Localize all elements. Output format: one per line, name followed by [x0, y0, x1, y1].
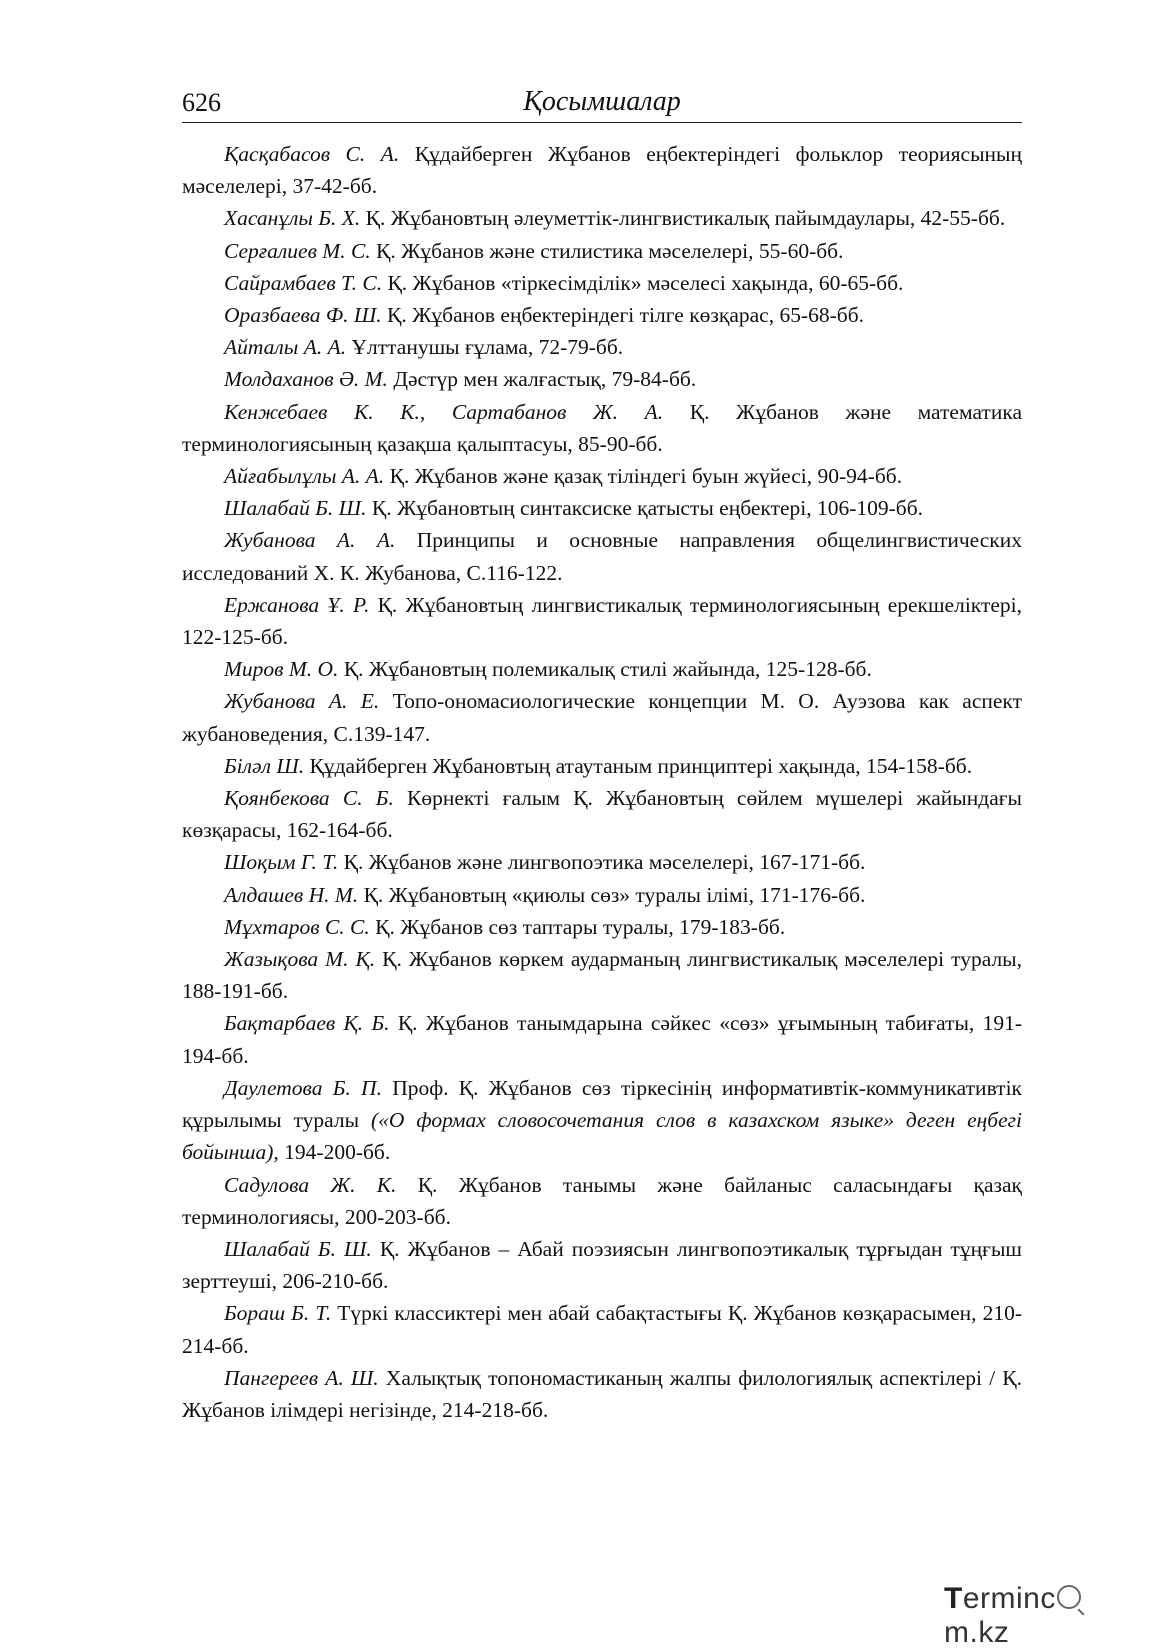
bibliography-entry	[182, 685, 1022, 749]
bibliography-entry	[182, 1007, 1022, 1071]
entry-text: Қ. Жұбановтың полемикалық стилі жайында, 125-128-бб.	[338, 657, 872, 682]
entry-text: Қ. Жұбанов «тіркесімділік» мәселесі хақында, 60-65-бб.	[382, 270, 904, 295]
entry-text: Проф. Қ. Жұбанов сөз тіркесінің информативтік-коммуникативтік құрылымы туралы	[182, 1075, 1022, 1133]
bibliography-entry	[182, 331, 1022, 363]
bibliography-entry	[182, 846, 1022, 878]
entry-tail: , 194-200-бб.	[273, 1140, 391, 1165]
entry-author: Айталы А. А.	[224, 335, 347, 360]
entry-text: Қ. Жұбанов және математика терминологиясының қазақша қалыптасуы, 85-90-бб.	[182, 399, 1022, 456]
entry-text: Қ. Жұбанов танымы және байланыс саласындағы қазақ терминологиясы, 200-203-бб.	[182, 1172, 1022, 1229]
entry-text: Түркі классиктері мен абай сабақтастығы Қ. Жұбанов көзқарасымен, 210-214-бб.	[182, 1301, 1022, 1358]
entry-text: Қ. Жұбанов сөз таптары туралы, 179-183-бб.	[369, 914, 786, 939]
entry-author: Миров М. О.	[224, 657, 339, 682]
entry-text: Көрнекті ғалым Қ. Жұбановтың сөйлем мүшелері жайындағы көзқарасы, 162-164-бб.	[182, 786, 1022, 843]
bibliography-entry	[182, 202, 1022, 234]
watermark-text-2: c	[1040, 1582, 1056, 1615]
watermark-text-3: m.kz	[944, 1616, 1010, 1649]
bibliography-entry	[182, 460, 1022, 492]
bibliography-entry	[182, 299, 1022, 331]
termincom-watermark	[944, 1582, 1144, 1649]
bibliography-entry	[182, 653, 1022, 685]
entry-author: Мұхтаров С. С.	[224, 914, 370, 939]
entry-text: Принципы и основные направления общелингвистических исследований Х. К. Жубанова, С.116-122.	[182, 528, 1022, 585]
entry-author: Ержанова Ұ. Р.	[224, 592, 370, 617]
bibliography-entry	[182, 589, 1022, 653]
bibliography-entry	[182, 396, 1022, 460]
entry-author: Кенжебаев К. К., Сартабанов Ж. А.	[224, 399, 664, 424]
entry-text: Қ. Жұбанов – Абай поэзиясын лингвопоэтикалық тұрғыдан тұңғыш зерттеуші, 206-210-бб.	[182, 1236, 1022, 1294]
entry-text: Қ. Жұбановтың лингвистикалық терминологиясының ерекшеліктері, 122-125-бб.	[182, 592, 1022, 650]
entry-text: Қ. Жұбанов көркем аударманың лингвистикалық мәселелері туралы, 188-191-бб.	[182, 947, 1022, 1004]
bibliography-entry	[182, 267, 1022, 299]
entry-text: Қ. Жұбанов танымдарына сәйкес «сөз» ұғымының табиғаты, 191-194-бб.	[182, 1011, 1023, 1068]
entry-author: Сайрамбаев Т. С.	[224, 270, 383, 295]
entry-text: Қ. Жұбанов және лингвопоэтика мәселелері, 167-171-бб.	[338, 850, 866, 875]
entry-author: Шоқым Г. Т.	[224, 850, 339, 875]
bibliography-entry	[182, 911, 1022, 943]
entry-text: Құдайберген Жұбанов еңбектеріндегі фольклор теориясының мәселелері, 37-42-бб.	[182, 142, 1022, 199]
entry-author: Оразбаева Ф. Ш.	[224, 303, 382, 328]
entry-author: Қоянбекова С. Б.	[224, 786, 394, 811]
entry-author: Пангереев А. Ш.	[224, 1365, 379, 1390]
entry-text: Топо-ономасиологические концепции М. О. Ауэзова как аспект жубановедения, С.139-147.	[182, 689, 1022, 746]
entry-author: Біләл Ш.	[224, 753, 305, 778]
entry-author: Айғабылұлы А. А.	[224, 464, 385, 489]
entry-text: Құдайберген Жұбановтың атаутаным принциптері хақында, 154-158-бб.	[304, 753, 973, 778]
entry-text: Қ. Жұбановтың синтаксиске қатысты еңбектері, 106-109-бб.	[366, 496, 924, 521]
running-title: Қосымшалар	[523, 86, 681, 117]
bibliography-entry	[182, 879, 1022, 911]
bibliography-entry	[182, 524, 1022, 588]
bibliography-entry	[182, 138, 1022, 202]
magnifier-icon	[1057, 1585, 1081, 1609]
entry-author: Даулетова Б. П.	[224, 1075, 382, 1100]
entry-author: Жубанова А. Е.	[224, 689, 380, 714]
bibliography-entry	[182, 1233, 1022, 1297]
entry-author: Молдаханов Ә. М.	[224, 367, 388, 392]
entry-text: Қ. Жұбановтың «қиюлы сөз» туралы ілімі, 171-176-бб.	[358, 882, 866, 907]
entry-text: Қ. Жұбанов және қазақ тіліндегі буын жүйесі, 90-94-бб.	[384, 464, 903, 489]
entry-author: Қасқабасов С. А.	[224, 142, 400, 166]
bibliography-entry	[182, 1297, 1022, 1361]
bibliography-entry	[182, 782, 1022, 846]
header-rule	[182, 122, 1022, 123]
bibliography-entry	[182, 492, 1022, 524]
entry-author: Жубанова А. А.	[224, 528, 396, 553]
entry-author: Хасанұлы Б. Х.	[224, 206, 361, 231]
entry-author: Жазықова М. Қ.	[224, 947, 376, 972]
entry-author: Шалабай Б. Ш.	[224, 496, 367, 521]
entry-author: Шалабай Б. Ш.	[224, 1236, 372, 1261]
entry-author: Бораш Б. Т.	[224, 1301, 332, 1326]
entry-text: Дәстүр мен жалғастық, 79-84-бб.	[387, 367, 697, 392]
entry-text: Қ. Жұбанов еңбектеріндегі тілге көзқарас, 65-68-бб.	[381, 303, 865, 328]
entry-author: Садулова Ж. К.	[224, 1172, 397, 1197]
watermark-initial: T	[944, 1582, 963, 1615]
entry-author: Алдашев Н. М.	[224, 882, 359, 907]
bibliography-entry	[182, 943, 1022, 1007]
bibliography-entry	[182, 1072, 1022, 1169]
bibliography-entry	[182, 750, 1022, 782]
bibliography-entry	[182, 235, 1022, 267]
bibliography-entry	[182, 1169, 1022, 1233]
bibliography-entry	[182, 1362, 1022, 1426]
entry-text: Қ. Жұбанов және стилистика мәселелері, 55-60-бб.	[370, 238, 844, 263]
bibliography-list	[182, 138, 1022, 1426]
entry-text: Ұлттанушы ғұлама, 72-79-бб.	[346, 335, 624, 360]
entry-italic-note: («О формах словосочетания слов в казахском языке» деген еңбегі бойынша)	[182, 1108, 1022, 1165]
page-header	[182, 84, 1022, 122]
entry-author: Бақтарбаев Қ. Б.	[224, 1011, 390, 1036]
entry-author: Серғалиев М. С.	[224, 238, 371, 263]
bibliography-entry	[182, 363, 1022, 395]
entry-text: Қ. Жұбановтың әлеуметтік-лингвистикалық пайымдаулары, 42-55-бб.	[360, 206, 1006, 231]
watermark-text-1: ermin	[962, 1582, 1041, 1615]
page-number: 626	[182, 88, 221, 117]
entry-text: Халықтық топономастиканың жалпы филологиялық аспектілері / Қ. Жұбанов ілімдері негізінде, 214-218-бб.	[182, 1365, 1022, 1422]
